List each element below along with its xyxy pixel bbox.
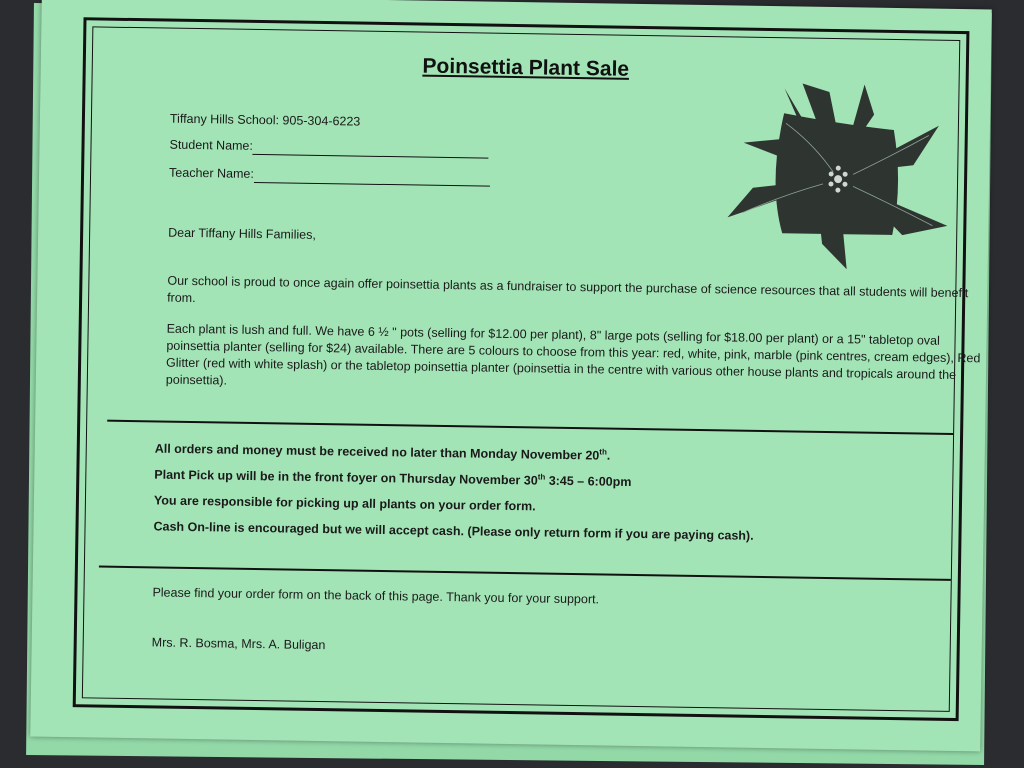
student-name-line[interactable]: [253, 154, 489, 159]
teacher-name-label: Teacher Name:: [168, 165, 254, 181]
signature: Mrs. R. Bosma, Mrs. A. Buligan: [151, 635, 326, 653]
section-divider-bottom: [99, 566, 951, 581]
teacher-name-field[interactable]: [169, 165, 490, 187]
page-border-inner: [82, 26, 981, 712]
intro-paragraph: Our school is proud to once again offer poinsettia plants as a fundraiser to support the purchase of science resources that all students will benefit from.: [167, 273, 969, 305]
page-title: Poinsettia Plant Sale: [422, 54, 630, 81]
school-contact: Tiffany Hills School: 905-304-6223: [169, 111, 361, 129]
flyer-page: [30, 0, 992, 751]
teacher-name-line[interactable]: [254, 182, 490, 187]
greeting: Dear Tiffany Hills Families,: [168, 225, 316, 242]
section-divider-top: [107, 420, 953, 435]
student-name-label: Student Name:: [169, 137, 254, 153]
payment-notice: Cash On-line is encouraged but we will accept cash. (Please only return form if you are paying cash).: [153, 519, 754, 543]
pickup-notice: Plant Pick up will be in the front foyer on Thursday November 30th 3:45 – 6:00pm: [154, 467, 632, 490]
poinsettia-icon: [722, 82, 955, 276]
student-name-field[interactable]: [169, 137, 489, 159]
page-border: [73, 17, 981, 721]
responsibility-notice: You are responsible for picking up all plants on your order form.: [153, 493, 536, 514]
details-paragraph: Each plant is lush and full. We have 6 ½ " pots (selling for $12.00 per plant), 8" large pots (selling for $18.00 per plant) or a 15" tabletop oval poinsettia planter (selling for $24) available. There are 5 colours to choose from this year: red, white, pink, marble (pink centres, cream edges), Red Glitter (red with white splash) or the tabletop poinsettia planter (poinsettia in the centre with various other house plants and tropicals around the poinsettia).: [165, 321, 981, 388]
order-form-note: Please find your order form on the back of this page. Thank you for your support.: [152, 585, 600, 607]
deadline-notice: All orders and money must be received no later than Monday November 20th.: [154, 441, 611, 463]
